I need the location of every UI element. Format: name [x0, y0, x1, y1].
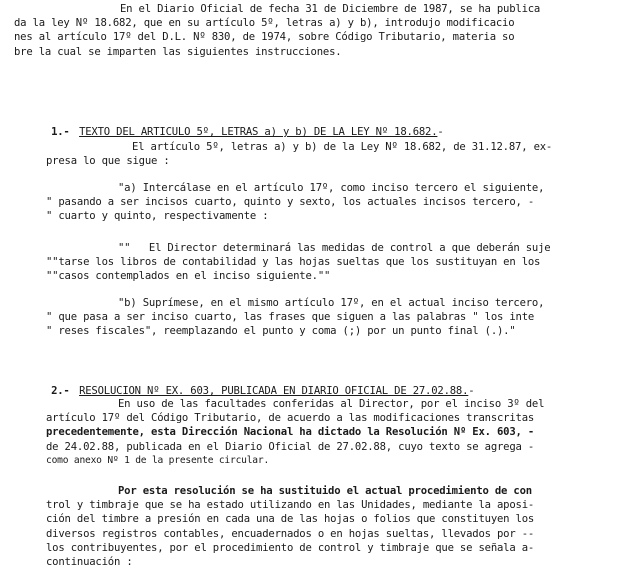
- quote-line: " que pasa a ser inciso cuarto, las frases que siguen a las palabras " los inte: [46, 311, 535, 324]
- paragraph-line: ción del timbre a presión en cada una de las hojas o folios que constituyen los: [46, 513, 535, 526]
- intro-line: En el Diario Oficial de fecha 31 de Diciembre de 1987, se ha publica: [120, 3, 541, 15]
- quote-b: [0, 296, 630, 339]
- paragraph-line: presa lo que sigue :: [46, 155, 170, 168]
- paragraph-line: En uso de las facultades conferidas al Director, por el inciso 3º del: [118, 398, 545, 410]
- section-2-paragraph-2: [0, 484, 630, 569]
- section-1-title-tail: -: [437, 126, 444, 139]
- section-2-paragraph-1: [0, 397, 630, 468]
- quote-a-inner: [0, 241, 630, 284]
- paragraph-line: los contribuyentes, por el procedimiento de control y timbraje que se señala a-: [46, 541, 535, 554]
- paragraph-line: artículo 17º del Código Tributario, de acuerdo a las modificaciones transcritas: [46, 412, 535, 425]
- intro-line: bre la cual se imparten las siguientes instrucciones.: [14, 45, 342, 58]
- quote-a: [0, 181, 630, 224]
- paragraph-line: Por esta resolución se ha sustituido el actual procedimiento de con: [118, 485, 532, 497]
- paragraph-line: como anexo Nº 1 de la presente circular.: [46, 454, 270, 466]
- paragraph-line: de 24.02.88, publicada en el Diario Oficial de 27.02.88, cuyo texto se agrega -: [46, 440, 535, 453]
- section-1-paragraph: [0, 140, 630, 168]
- quote-line: " cuarto y quinto, respectivamente :: [46, 210, 269, 223]
- quote-line: "b) Suprímese, en el mismo artículo 17º, en el actual inciso tercero,: [118, 297, 545, 309]
- intro-line: nes al artículo 17º del D.L. Nº 830, de 1974, sobre Código Tributario, materia so: [14, 31, 515, 44]
- paragraph-line: El artículo 5º, letras a) y b) de la Ley Nº 18.682, de 31.12.87, ex-: [132, 141, 553, 153]
- quote-line: ""casos contemplados en el inciso siguiente."": [46, 270, 331, 283]
- paragraph-line: continuación :: [46, 556, 133, 569]
- quote-line: ""tarse los libros de contabilidad y las hojas sueltas que los sustituyan en los: [46, 256, 541, 269]
- section-2-title: RESOLUCION Nº EX. 603, PUBLICADA EN DIARIO OFICIAL DE 27.02.88.: [79, 385, 469, 398]
- paragraph-line: precedentemente, esta Dirección Nacional ha dictado la Resolución Nº Ex. 603, -: [46, 426, 535, 439]
- section-2-title-tail: -: [468, 385, 475, 398]
- paragraph-line: trol y timbraje que se ha estado utilizando en las Unidades, mediante la aposi-: [46, 499, 535, 512]
- intro-paragraph: [0, 2, 630, 59]
- intro-line: da la ley Nº 18.682, que en su artículo 5º, letras a) y b), introdujo modificacio: [14, 17, 515, 30]
- quote-line: "a) Intercálase en el artículo 17º, como inciso tercero el siguiente,: [118, 182, 545, 194]
- section-2-number: 2.-: [51, 385, 70, 398]
- section-1-title: TEXTO DEL ARTICULO 5º, LETRAS a) y b) DE LA LEY Nº 18.682.: [79, 126, 438, 139]
- paragraph-line: diversos registros contables, encuadernados o en hojas sueltas, llevados por --: [46, 527, 535, 540]
- quote-line: " pasando a ser incisos cuarto, quinto y sexto, los actuales incisos tercero, -: [46, 196, 535, 209]
- quote-line: " reses fiscales", reemplazando el punto y coma (;) por un punto final (.).": [46, 325, 516, 338]
- quote-line: "" El Director determinará las medidas de control a que deberán suje: [118, 242, 551, 254]
- section-1-number: 1.-: [51, 126, 70, 139]
